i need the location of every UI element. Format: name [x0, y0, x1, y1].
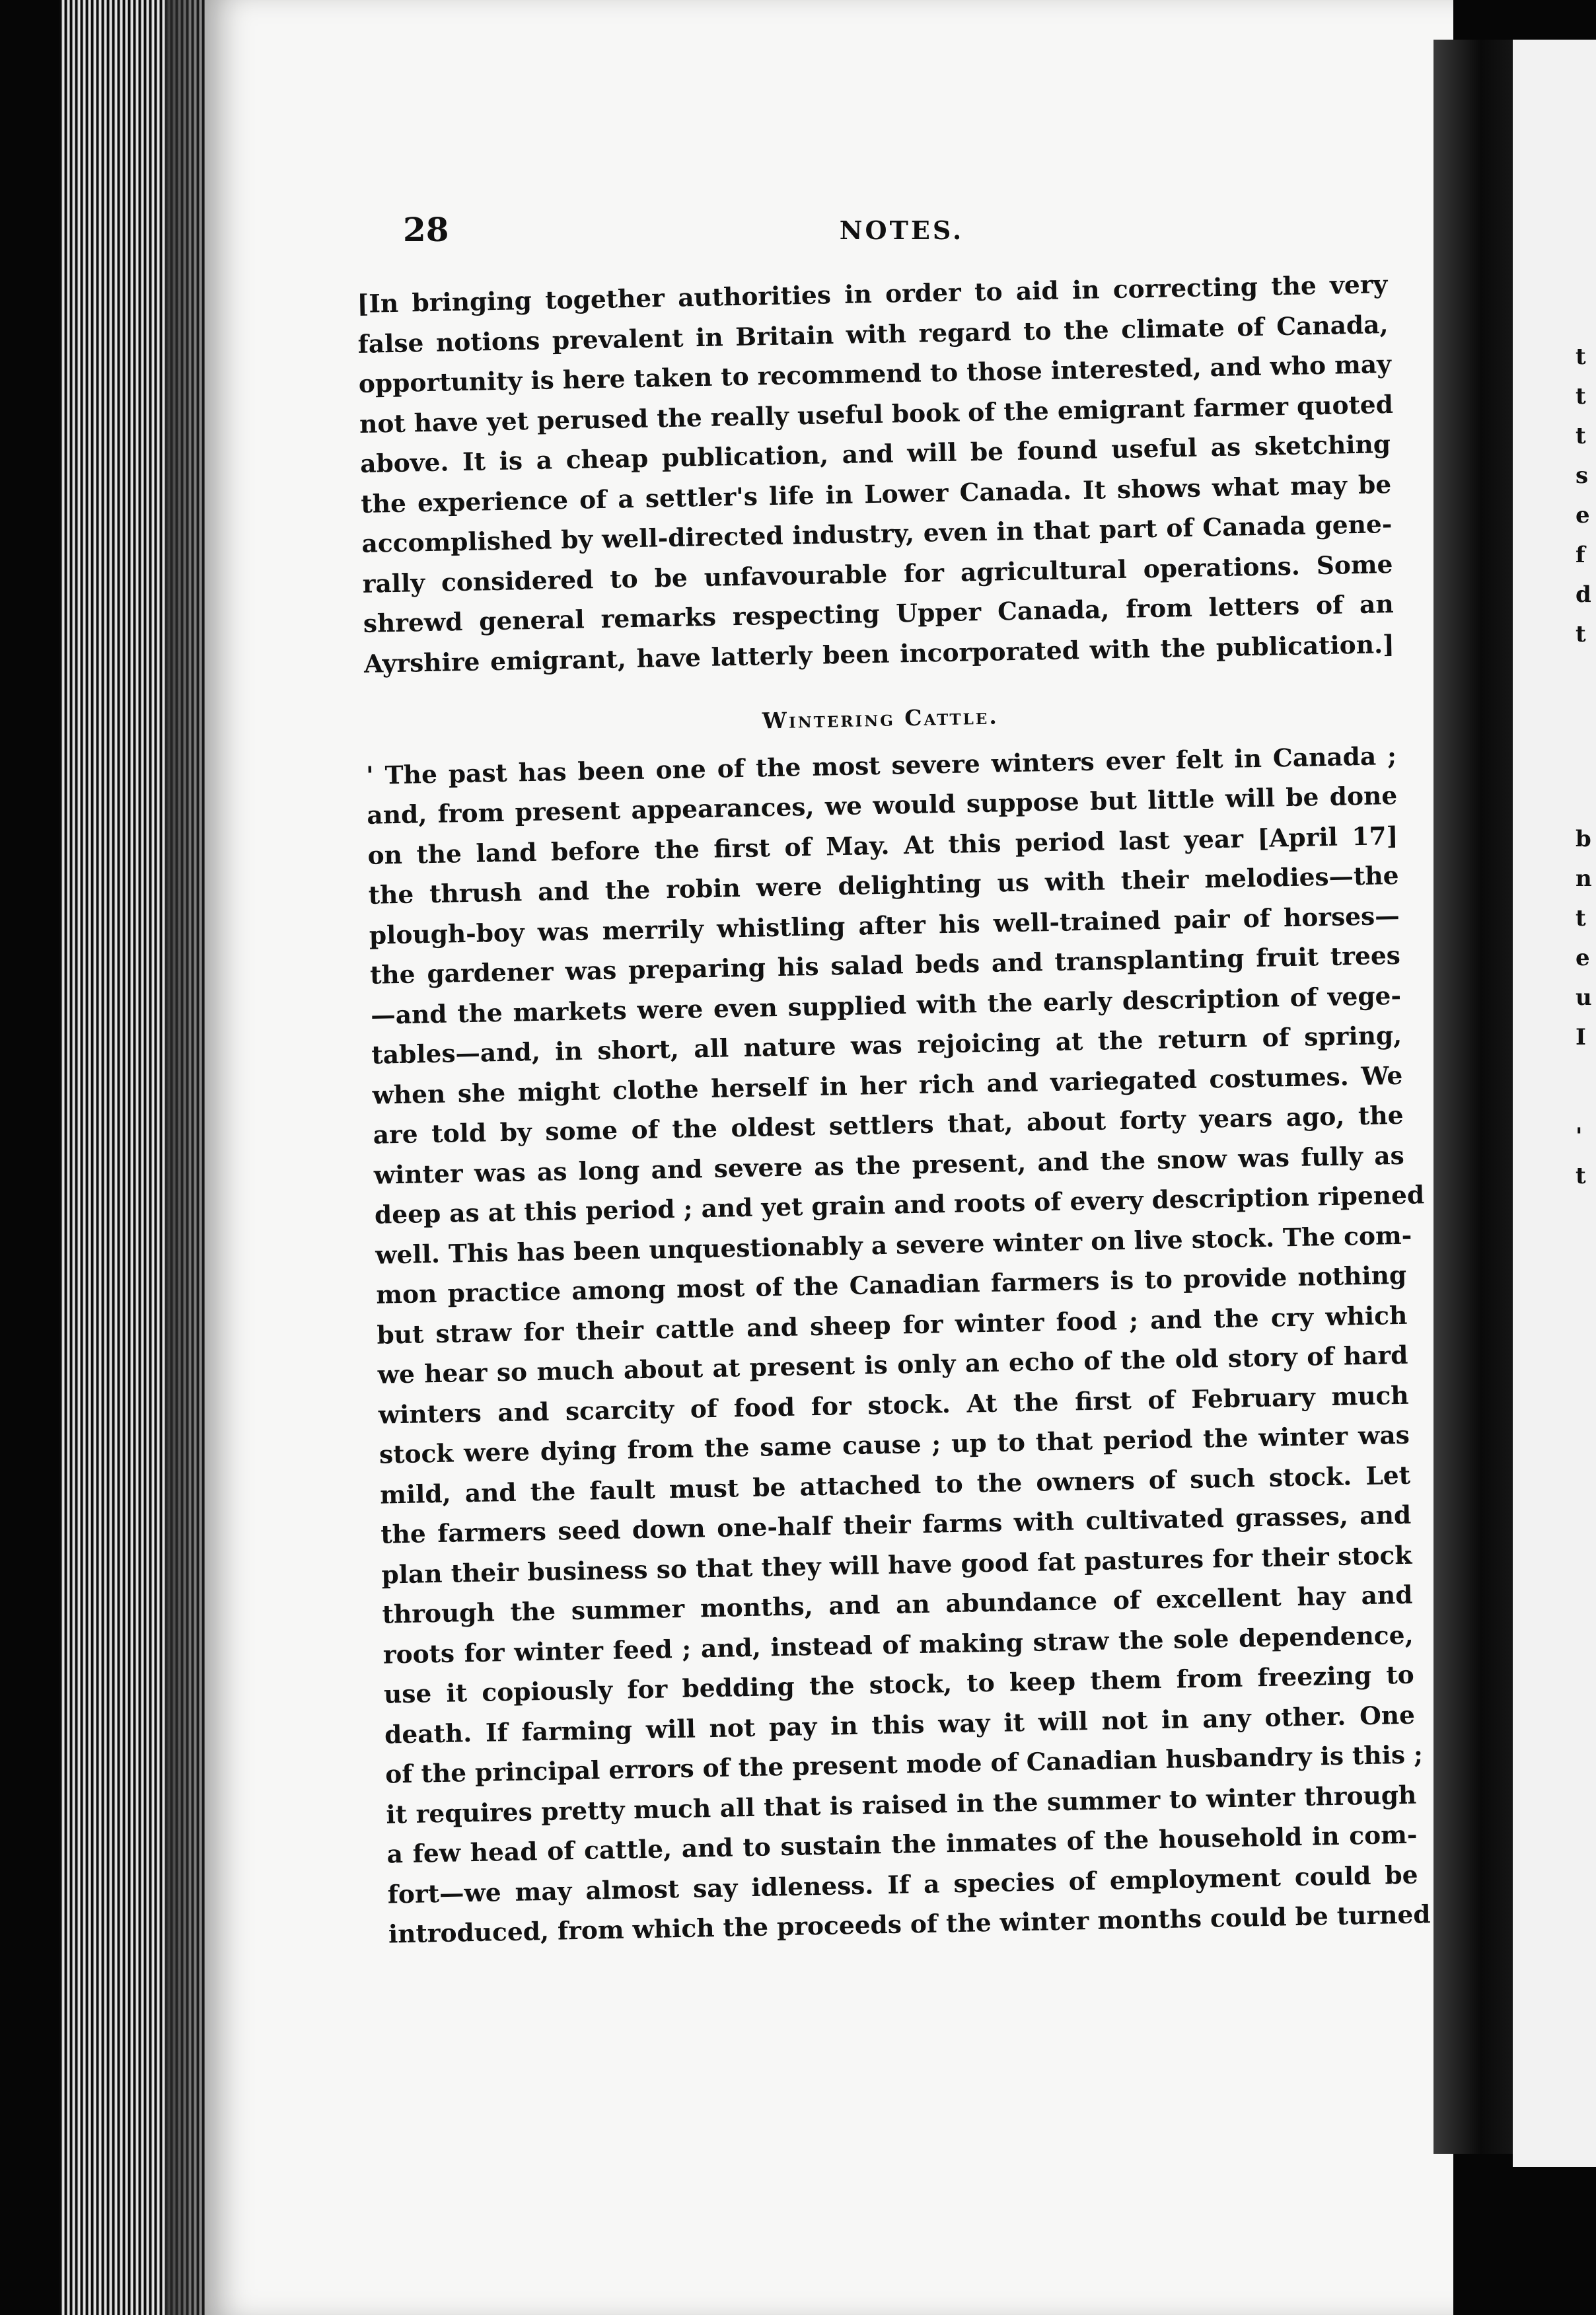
facing-page-letter: e	[1576, 945, 1590, 971]
note-line: rally considered to be unfavourable for agricultural operations. Some	[362, 549, 1393, 599]
body-line: and, from present appearances, we would suppose but little will be done	[367, 780, 1398, 830]
facing-page-letter: t	[1576, 383, 1586, 410]
body-line: are told by some of the oldest settlers that, about forty years ago, the	[373, 1100, 1404, 1150]
note-line: opportunity is here taken to recommend to those interested, and who may	[358, 349, 1392, 398]
page-header	[403, 210, 1400, 256]
body-text	[357, 264, 1431, 1954]
body-line: introduced, from which the proceeds of the winter months could be turned	[388, 1899, 1431, 1949]
editorial-note	[357, 264, 1395, 684]
body-line: when she might clothe herself in her rich and variegated costumes. We	[372, 1060, 1403, 1110]
body-line: the gardener was preparing his salad beds and transplanting fruit trees	[369, 940, 1401, 990]
facing-page-letter: f	[1576, 542, 1585, 568]
body-line: death. If farming will not pay in this way it will not in any other. One	[384, 1700, 1416, 1749]
note-line: above. It is a cheap publication, and will be found useful as sketching	[359, 429, 1391, 478]
note-line: not have yet perused the really useful book of the emigrant farmer quoted	[359, 389, 1394, 439]
book-gutter	[1433, 40, 1513, 2154]
facing-page-letter: n	[1576, 865, 1592, 892]
body-line: the farmers seed down one-half their farms with cultivated grasses, and	[380, 1500, 1412, 1549]
body-line: winter was as long and severe as the present, and the snow was fully as	[373, 1140, 1405, 1190]
body-line: tables—and, in short, all nature was rejoicing at the return of spring,	[371, 1020, 1402, 1070]
note-line: accomplished by well-directed industry, even in that part of Canada gene-	[361, 509, 1393, 558]
body-line: fort—we may almost say idleness. If a species of employment could be	[387, 1860, 1418, 1909]
note-line: shrewd general remarks respecting Upper Canada, from letters of an	[363, 589, 1395, 638]
body-line: through the summer months, and an abundance of excellent hay and	[382, 1580, 1413, 1629]
body-line: of the principal errors of the present mode of Canadian husbandry is this ;	[384, 1740, 1424, 1789]
body-line: —and the markets were even supplied with the early description of vege-	[370, 980, 1402, 1030]
body-line: well. This has been unquestionably a severe winter on live stock. The com-	[375, 1220, 1412, 1270]
running-head: NOTES.	[839, 215, 964, 245]
body-line: it requires pretty much all that is raised in the summer to winter through	[386, 1780, 1417, 1829]
facing-page-letter: t	[1576, 905, 1586, 932]
note-line: [In bringing together authorities in order to aid in correcting the very	[357, 270, 1388, 318]
body-line: mon practice among most of the Canadian farmers is to provide nothing	[375, 1260, 1407, 1309]
facing-page-letter: t	[1576, 423, 1586, 449]
note-line: false notions prevalent in Britain with regard to the climate of Canada,	[357, 309, 1389, 359]
body-line: plan their business so that they will have good fat pastures for their stock	[381, 1540, 1412, 1590]
facing-page-letter: e	[1576, 502, 1590, 529]
body-line: roots for winter feed ; and, instead of making straw the sole dependence,	[382, 1620, 1414, 1670]
body-line: the thrush and the robin were delighting us with their melodies—the	[368, 860, 1399, 910]
note-line: the experience of a settler's life in Lower Canada. It shows what may be	[360, 469, 1392, 519]
body-line: deep as at this period ; and yet grain and roots of every description ripened	[374, 1180, 1425, 1230]
facing-page-text-fragments	[1576, 0, 1596, 2315]
facing-page-letter: t	[1576, 1163, 1586, 1189]
body-line: stock were dying from the same cause ; up to that period the winter was	[379, 1420, 1410, 1469]
section-body	[365, 735, 1431, 1954]
body-line: winters and scarcity of food for stock. At the first of February much	[378, 1380, 1409, 1430]
body-line: ' The past has been one of the most severe winters ever felt in Canada ;	[365, 741, 1397, 790]
facing-page-letter: s	[1576, 462, 1589, 489]
facing-page-letter: t	[1576, 344, 1586, 370]
page-number: 28	[403, 210, 449, 249]
facing-page-letter: I	[1576, 1024, 1586, 1050]
body-line: a few head of cattle, and to sustain the inmates of the household in com-	[386, 1819, 1418, 1869]
body-line: we hear so much about at present is only an echo of the old story of hard	[377, 1340, 1408, 1389]
facing-page-letter: u	[1576, 984, 1592, 1011]
facing-page-letter: b	[1576, 826, 1591, 852]
body-line: plough-boy was merrily whistling after his well-trained pair of horses—	[369, 900, 1400, 950]
facing-page-letter: t	[1576, 621, 1586, 647]
section-title: Wintering Cattle.	[762, 703, 999, 734]
body-line: mild, and the fault must be attached to the owners of such stock. Let	[379, 1460, 1411, 1510]
facing-page-letter: '	[1576, 1123, 1583, 1150]
body-line: on the land before the first of May. At this period last year [April 17]	[367, 821, 1398, 870]
facing-page-letter: d	[1576, 581, 1591, 608]
body-line: use it copiously for bedding the stock, to keep them from freezing to	[383, 1660, 1415, 1709]
note-line: Ayrshire emigrant, have latterly been incorporated with the publication.]	[363, 629, 1395, 679]
body-line: but straw for their cattle and sheep for winter food ; and the cry which	[377, 1300, 1408, 1350]
